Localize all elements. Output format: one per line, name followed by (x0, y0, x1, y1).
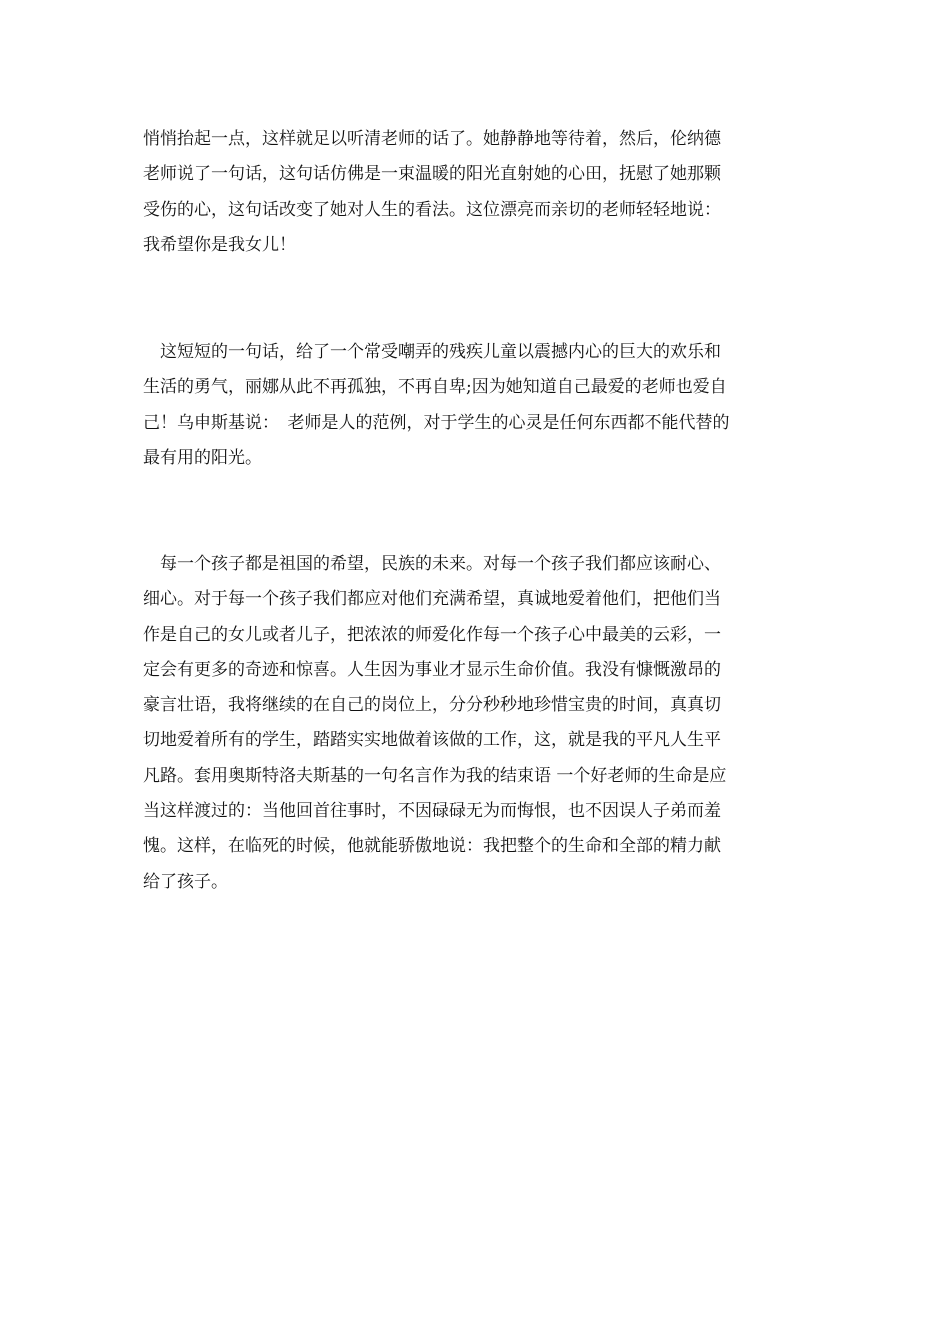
paragraph-line: 己！乌申斯基说： 老师是人的范例，对于学生的心灵是任何东西都不能代替的 (143, 412, 730, 433)
paragraph-line: 受伤的心，这句话改变了她对人生的看法。这位漂亮而亲切的老师轻轻地说： (143, 199, 721, 220)
paragraph-line: 我希望你是我女儿！ (143, 234, 296, 255)
paragraph-line: 老师说了一句话，这句话仿佛是一束温暖的阳光直射她的心田，抚慰了她那颗 (143, 164, 721, 185)
paragraph-line: 悄悄抬起一点，这样就足以听清老师的话了。她静静地等待着，然后，伦纳德 (143, 129, 721, 149)
paragraph-line: 每一个孩子都是祖国的希望，民族的未来。对每一个孩子我们都应该耐心、 (143, 554, 721, 574)
paragraph-2 (143, 335, 809, 476)
paragraph-line: 作是自己的女儿或者儿子，把浓浓的师爱化作每一个孩子心中最美的云彩，一 (143, 624, 721, 645)
paragraph-line: 愧。这样，在临死的时候，他就能骄傲地说：我把整个的生命和全部的精力献 (143, 836, 721, 857)
paragraph-3 (143, 547, 809, 900)
paragraph-line: 凡路。套用奥斯特洛夫斯基的一句名言作为我的结束语 一个好老师的生命是应 (143, 765, 727, 786)
paragraph-line: 切地爱着所有的学生，踏踏实实地做着该做的工作，这，就是我的平凡人生平 (143, 730, 721, 751)
paragraph-line: 最有用的阳光。 (143, 447, 262, 468)
paragraph-line: 生活的勇气，丽娜从此不再孤独，不再自卑;因为她知道自己最爱的老师也爱自 (143, 377, 727, 398)
paragraph-1 (143, 122, 809, 263)
paragraph-line: 这短短的一句话，给了一个常受嘲弄的残疾儿童以震撼内心的巨大的欢乐和 (143, 342, 721, 362)
paragraph-line: 细心。对于每一个孩子我们都应对他们充满希望，真诚地爱着他们，把他们当 (143, 589, 721, 610)
paragraph-line: 当这样渡过的：当他回首往事时，不因碌碌无为而悔恨，也不因误人子弟而羞 (143, 801, 721, 822)
paragraph-line: 定会有更多的奇迹和惊喜。人生因为事业才显示生命价值。我没有慷慨激昂的 (143, 659, 721, 680)
paragraph-line: 豪言壮语，我将继续的在自己的岗位上，分分秒秒地珍惜宝贵的时间，真真切 (143, 695, 721, 716)
paragraph-line: 给了孩子。 (143, 871, 228, 892)
